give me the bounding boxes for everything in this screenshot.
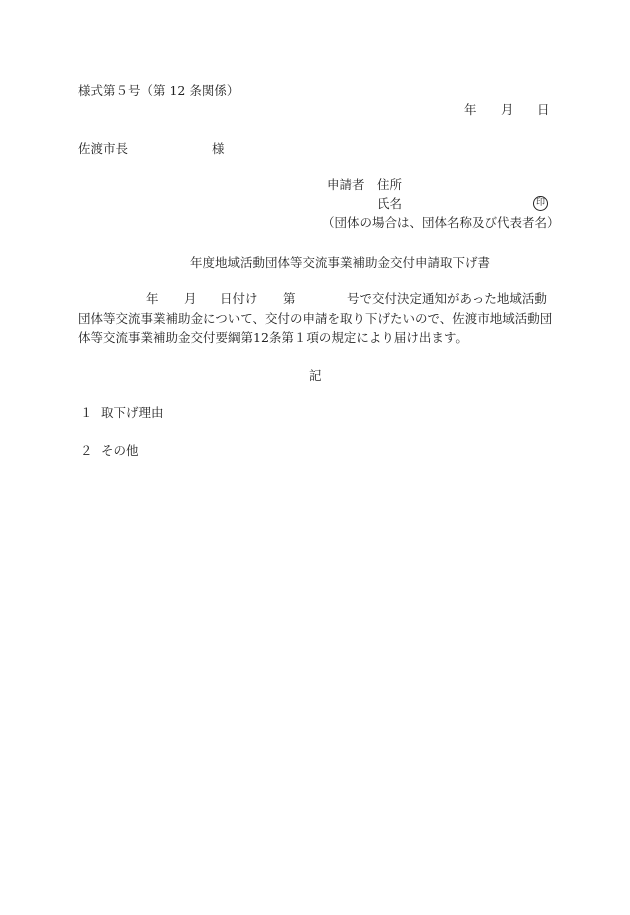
item-number: １ — [80, 405, 93, 420]
seal-icon: 印 — [533, 196, 548, 211]
address-label: 住所 — [377, 177, 403, 192]
date-year-label: 年 — [464, 102, 477, 117]
body-year-label: 年 — [146, 291, 159, 306]
body-dated-label: 日付け — [220, 291, 258, 306]
date-day-label: 日 — [537, 102, 550, 117]
applicant-label: 申請者 — [327, 177, 365, 192]
body-month-label: 月 — [184, 291, 197, 306]
body-line-1: 号で交付決定通知があった地域活動 — [347, 291, 547, 306]
ki-label: 記 — [309, 368, 322, 383]
body-number-label: 第 — [283, 291, 296, 306]
group-note: （団体の場合は、団体名称及び代表者名） — [322, 215, 560, 230]
form-number: 様式第５号（第 12 条関係） — [78, 83, 240, 98]
addressee-honorific: 様 — [212, 141, 225, 156]
item-number: ２ — [80, 443, 93, 458]
date-month-label: 月 — [501, 102, 514, 117]
addressee-name: 佐渡市長 — [78, 141, 129, 156]
document-title: 年度地域活動団体等交流事業補助金交付申請取下げ書 — [190, 255, 491, 270]
body-line-2: 団体等交流事業補助金について、交付の申請を取り下げたいので、佐渡市地域活動団 — [78, 311, 553, 326]
item-label-other: その他 — [101, 443, 139, 458]
item-label-reason: 取下げ理由 — [101, 405, 164, 420]
name-label: 氏名 — [377, 196, 403, 211]
body-line-3: 体等交流事業補助金交付要綱第12条第１項の規定により届け出ます。 — [78, 330, 468, 345]
